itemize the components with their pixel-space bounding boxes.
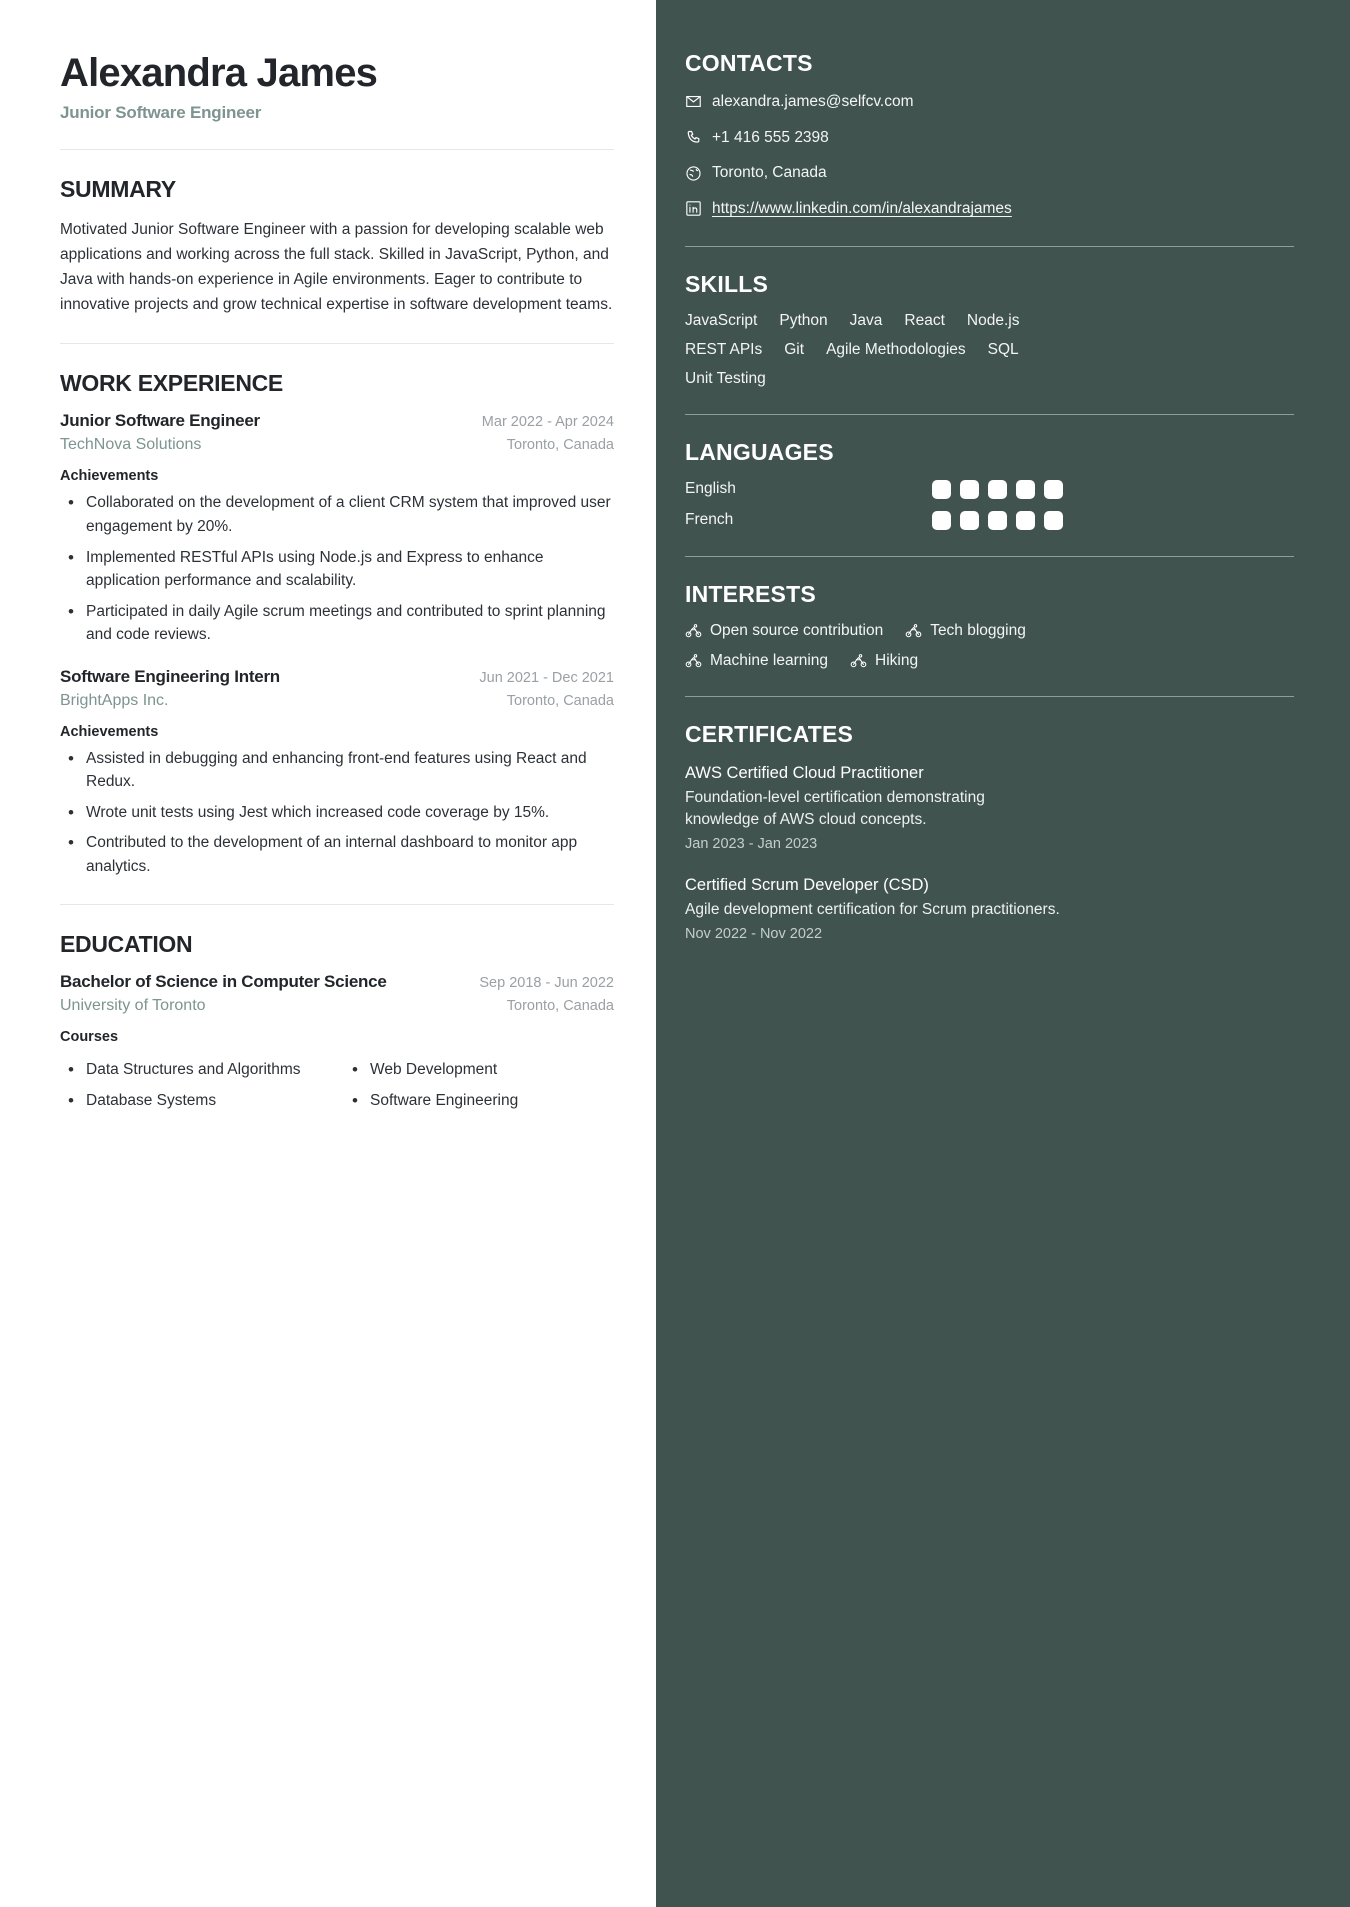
globe-icon: [685, 165, 702, 182]
skill-item: Agile Methodologies: [826, 340, 966, 358]
entry-date: Sep 2018 - Jun 2022: [479, 975, 614, 992]
sidebar-divider: [685, 414, 1294, 415]
achievement-item: • Wrote unit tests using Jest which increased code coverage by 15%.: [60, 801, 614, 825]
contact-item: [685, 127, 1294, 149]
language-name: English: [685, 480, 736, 498]
sidebar-divider: [685, 246, 1294, 247]
interest-item: [685, 622, 883, 640]
achievement-item: • Implemented RESTful APIs using Node.js and Express to enhance application performance and scalability.: [60, 546, 614, 593]
course-list: [60, 1051, 614, 1112]
contact-text: Toronto, Canada: [712, 164, 827, 182]
entry-title: Junior Software Engineer: [60, 411, 260, 431]
work-experience-heading: WORK EXPERIENCE: [60, 370, 283, 397]
education-entry-list: [60, 972, 614, 1112]
skill-item: SQL: [987, 340, 1019, 358]
proficiency-dot: [932, 480, 951, 499]
interest-label: Machine learning: [710, 651, 829, 669]
entry-list-label: Achievements: [60, 723, 159, 740]
proficiency-dot: [988, 480, 1007, 499]
contact-item: [685, 162, 1294, 184]
entry-location: Toronto, Canada: [506, 692, 614, 709]
contact-text: +1 416 555 2398: [712, 128, 829, 146]
skill-item: Java: [849, 311, 883, 329]
candidate-role: Junior Software Engineer: [60, 103, 262, 122]
skill-item: Git: [784, 340, 805, 358]
entry-date: Jun 2021 - Dec 2021: [479, 669, 614, 686]
contacts-heading: CONTACTS: [685, 50, 813, 76]
achievement-list: [60, 491, 614, 646]
entry-date: Mar 2022 - Apr 2024: [481, 414, 614, 431]
skill-item: REST APIs: [685, 340, 763, 358]
certificate-description: Agile development certification for Scrum practitioners.: [685, 901, 1060, 919]
achievement-item: • Participated in daily Agile scrum meetings and contributed to sprint planning and code reviews.: [60, 600, 614, 647]
skill-list: [685, 312, 1067, 388]
course-item: • Database Systems: [60, 1089, 330, 1113]
entry-header: [60, 411, 614, 431]
entry-header: [60, 972, 614, 992]
contact-text[interactable]: https://www.linkedin.com/in/alexandrajames: [712, 200, 1012, 218]
bicycle-icon: [685, 622, 702, 639]
work-entry: [60, 667, 614, 879]
entry-location: Toronto, Canada: [506, 437, 614, 454]
interests-section: [685, 581, 1294, 670]
contact-item[interactable]: [685, 198, 1294, 220]
skill-item: Unit Testing: [685, 369, 766, 387]
education-entry: [60, 972, 614, 1112]
entry-subheader: [60, 997, 614, 1015]
proficiency-meter: [932, 511, 1063, 530]
bicycle-icon: [850, 652, 867, 669]
language-item: [685, 480, 1063, 499]
entry-header: [60, 667, 614, 687]
summary-section: [60, 176, 614, 317]
header-block: [60, 50, 614, 123]
skills-heading: SKILLS: [685, 270, 768, 297]
contact-text: alexandra.james@selfcv.com: [712, 93, 914, 110]
contact-item: [685, 91, 1294, 113]
skill-item: Python: [779, 311, 828, 329]
certificate-date: Nov 2022 - Nov 2022: [685, 925, 823, 942]
interest-label: Tech blogging: [930, 621, 1026, 639]
education-section: [60, 931, 614, 1112]
entry-location: Toronto, Canada: [506, 998, 614, 1015]
interest-label: Open source contribution: [710, 621, 884, 639]
certificates-heading: CERTIFICATES: [685, 720, 854, 747]
entry-list-label: Achievements: [60, 468, 159, 485]
certificate-item: [685, 874, 1294, 942]
certificate-item: [685, 762, 1294, 852]
certificate-list: [685, 762, 1294, 942]
bicycle-icon: [685, 652, 702, 669]
bicycle-icon: [905, 622, 922, 639]
skill-item: JavaScript: [685, 311, 758, 329]
divider: [60, 904, 614, 905]
achievement-item: • Assisted in debugging and enhancing front-end features using React and Redux.: [60, 747, 614, 794]
certificate-date: Jan 2023 - Jan 2023: [685, 835, 818, 852]
entry-list-label: Courses: [60, 1029, 119, 1046]
sidebar-divider: [685, 556, 1294, 557]
proficiency-dot: [1016, 480, 1035, 499]
resume-main-column: [0, 0, 656, 1907]
proficiency-dot: [960, 480, 979, 499]
proficiency-dot: [1044, 480, 1063, 499]
languages-heading: LANGUAGES: [685, 438, 834, 465]
phone-icon: [685, 129, 702, 146]
achievement-item: • Contributed to the development of an internal dashboard to monitor app analytics.: [60, 831, 614, 878]
interest-item: [850, 652, 918, 670]
work-entry: [60, 411, 614, 646]
entry-subheader: [60, 692, 614, 710]
summary-heading: SUMMARY: [60, 176, 176, 202]
course-item: • Data Structures and Algorithms: [60, 1058, 330, 1082]
summary-text: Motivated Junior Software Engineer with a passion for developing scalable web applications and working across the full stack. Skilled in JavaScript, Python, and Java with hands-on experience in Agile environments. Eager to contribute to innovative projects and grow technical expertise in software development teams.: [60, 221, 613, 314]
certificate-name: Certified Scrum Developer (CSD): [685, 875, 929, 894]
entry-organization: University of Toronto: [60, 997, 206, 1015]
language-item: [685, 511, 1063, 530]
proficiency-dot: [960, 511, 979, 530]
skill-item: Node.js: [966, 311, 1020, 329]
interest-item: [685, 652, 828, 670]
work-entry-list: [60, 411, 614, 878]
envelope-icon: [685, 93, 702, 110]
achievement-list: [60, 747, 614, 879]
course-item: • Web Development: [344, 1058, 614, 1082]
language-list: [685, 480, 1294, 530]
proficiency-dot: [1044, 511, 1063, 530]
course-item: • Software Engineering: [344, 1089, 614, 1113]
work-experience-section: [60, 370, 614, 878]
interest-label: Hiking: [875, 651, 919, 669]
entry-organization: TechNova Solutions: [60, 436, 202, 454]
entry-title: Software Engineering Intern: [60, 666, 280, 686]
proficiency-meter: [932, 480, 1063, 499]
proficiency-dot: [932, 511, 951, 530]
languages-section: [685, 439, 1294, 530]
resume-sidebar: [656, 0, 1350, 1907]
contact-list: [685, 91, 1294, 220]
skills-section: [685, 271, 1294, 388]
education-heading: EDUCATION: [60, 931, 193, 958]
interest-list: [685, 622, 1075, 670]
certificates-section: [685, 721, 1294, 942]
entry-subheader: [60, 436, 614, 454]
proficiency-dot: [988, 511, 1007, 530]
language-name: French: [685, 511, 734, 529]
divider: [60, 149, 614, 150]
achievement-item: • Collaborated on the development of a client CRM system that improved user engagement by 20%.: [60, 491, 614, 538]
interests-heading: INTERESTS: [685, 580, 816, 607]
entry-organization: BrightApps Inc.: [60, 691, 169, 709]
skill-item: React: [904, 311, 945, 329]
proficiency-dot: [1016, 511, 1035, 530]
sidebar-divider: [685, 696, 1294, 697]
entry-title: Bachelor of Science in Computer Science: [60, 972, 387, 992]
linkedin-icon: [685, 200, 702, 217]
certificate-name: AWS Certified Cloud Practitioner: [685, 763, 924, 782]
certificate-description: Foundation-level certification demonstrating knowledge of AWS cloud concepts.: [685, 789, 985, 829]
interest-item: [905, 622, 1026, 640]
candidate-name: Alexandra James: [60, 51, 378, 95]
divider: [60, 343, 614, 344]
contacts-section: [685, 50, 1294, 220]
